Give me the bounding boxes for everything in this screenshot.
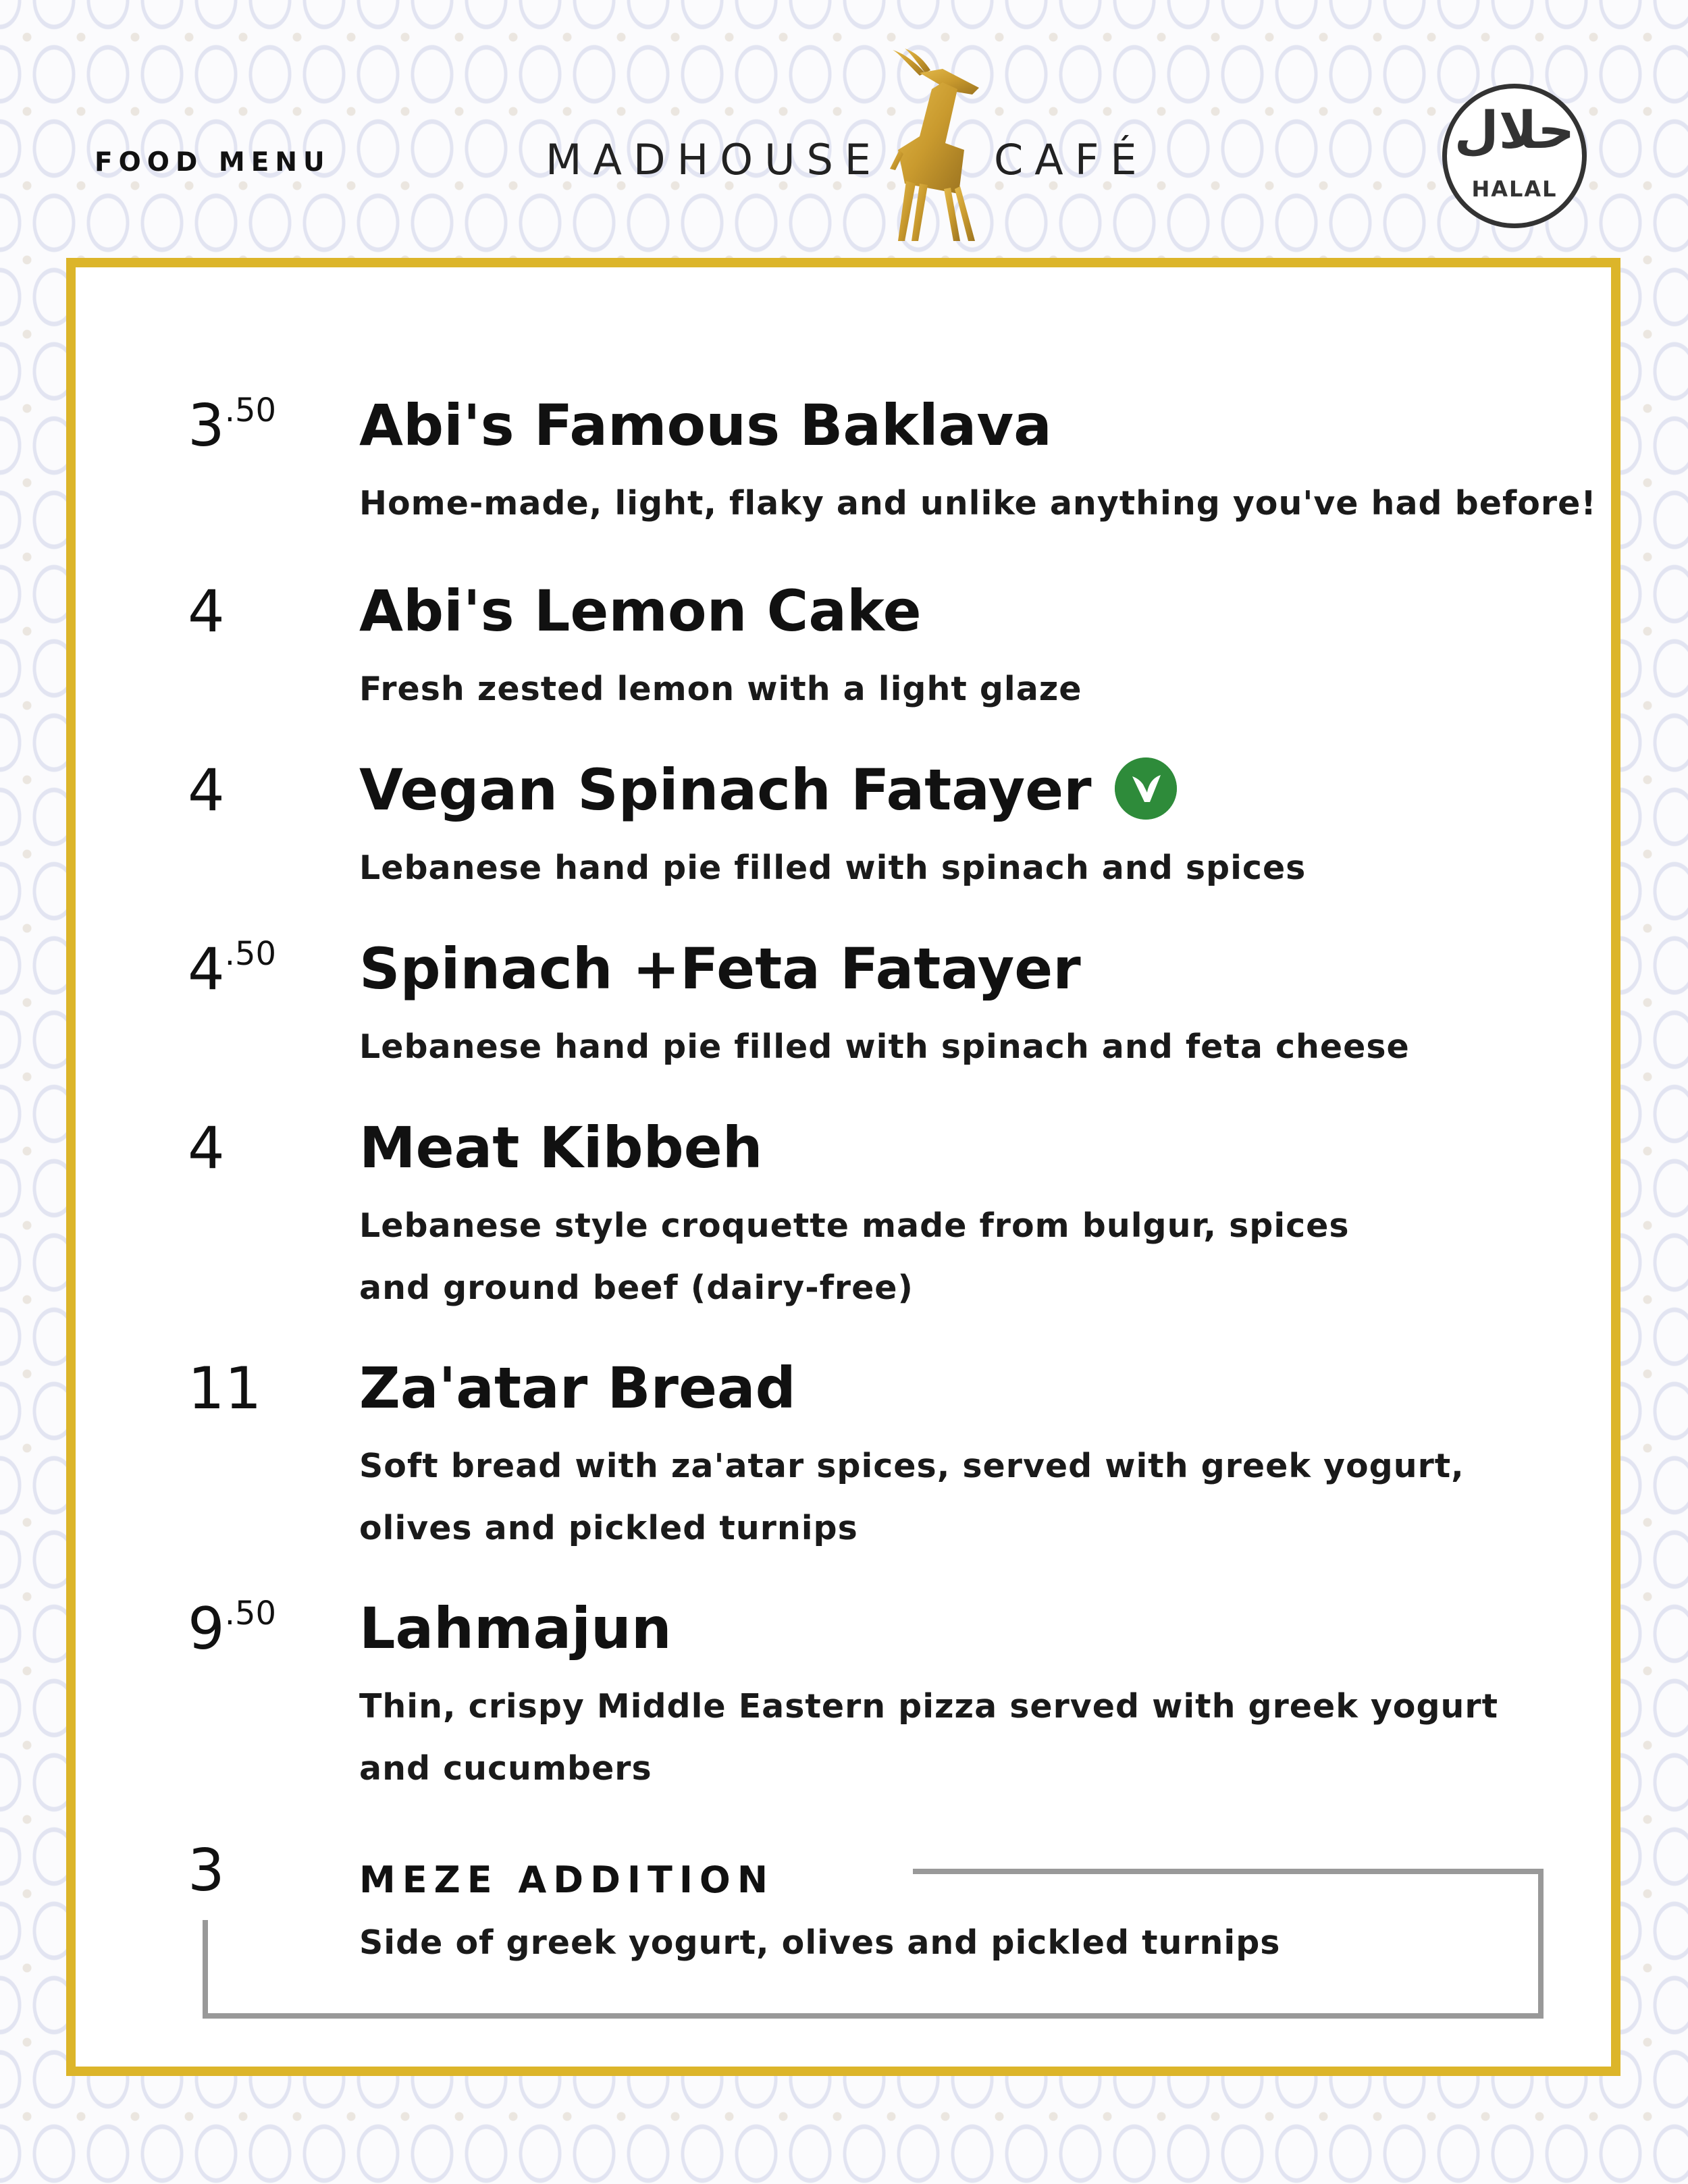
item-price: 4: [188, 1115, 225, 1182]
item-description: Fresh zested lemon with a light glaze: [359, 670, 1082, 708]
menu-frame: [66, 258, 1620, 2076]
item-name: Meat Kibbeh: [359, 1115, 763, 1181]
item-name: Spinach +Feta Fatayer: [359, 936, 1081, 1002]
item-description: Lebanese hand pie filled with spinach and spices: [359, 849, 1307, 887]
item-name: Lahmajun: [359, 1595, 672, 1661]
brand-name-left: MADHOUSE: [546, 135, 882, 184]
halal-label: HALAL: [1471, 176, 1558, 202]
item-description: Thin, crispy Middle Eastern pizza served with greek yogurt and cucumbers: [359, 1687, 1499, 1788]
item-price: 4: [188, 578, 225, 645]
meze-description: Side of greek yogurt, olives and pickled turnips: [359, 1923, 1281, 1962]
item-description: Home-made, light, flaky and unlike anything you've had before!: [359, 484, 1597, 523]
item-price: $3^{.50}$: [188, 392, 277, 460]
item-description: Soft bread with za'atar spices, served with greek yogurt, olives and pickled turnips: [359, 1447, 1465, 1547]
item-price: $4^{.50}$: [188, 935, 277, 1003]
halal-arabic-text: حلال: [1454, 100, 1575, 160]
item-name: Abi's Lemon Cake: [359, 578, 922, 644]
meze-price: 3: [188, 1837, 225, 1905]
item-name: Abi's Famous Baklava: [359, 392, 1052, 458]
item-price: 11: [188, 1355, 262, 1422]
item-price: 4: [188, 757, 225, 824]
item-price: $9^{.50}$: [188, 1595, 277, 1663]
item-description: Lebanese hand pie filled with spinach and feta cheese: [359, 1028, 1410, 1066]
gazelle-icon: [878, 49, 993, 241]
food-menu-label: FOOD MENU: [95, 147, 331, 178]
vegan-leaf-icon: [1115, 757, 1177, 820]
brand-name-right: CAFÉ: [994, 135, 1149, 184]
item-description: Lebanese style croquette made from bulgur, spices and ground beef (dairy-free): [359, 1206, 1350, 1307]
halal-badge: [1442, 84, 1587, 228]
meze-title: MEZE ADDITION: [359, 1859, 775, 1901]
item-name: Vegan Spinach Fatayer: [359, 762, 1177, 825]
item-name: Za'atar Bread: [359, 1355, 796, 1421]
